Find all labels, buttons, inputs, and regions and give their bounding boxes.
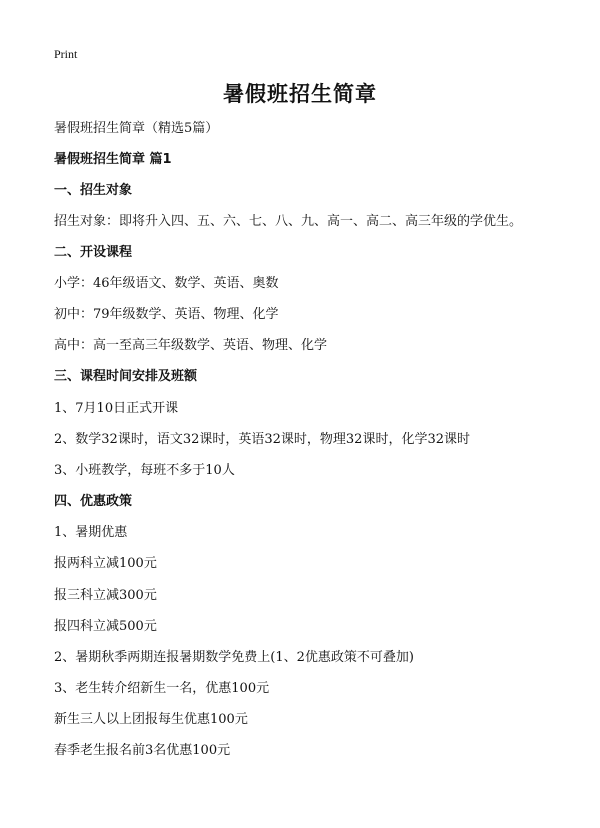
section-heading-courses: 二、开设课程: [54, 245, 133, 260]
courses-primary-school: 小学：46年级语文、数学、英语、奥数: [54, 276, 279, 291]
discount-four-subjects: 报四科立减500元: [54, 619, 157, 634]
article-title: 暑假班招生简章 篇1: [54, 152, 172, 167]
discount-item-1: 1、暑期优惠: [54, 525, 128, 540]
document-subtitle: 暑假班招生简章（精选5篇）: [54, 121, 219, 136]
section-heading-schedule: 三、课程时间安排及班额: [54, 369, 198, 384]
discount-three-subjects: 报三科立减300元: [54, 588, 157, 603]
document-title: 暑假班招生简章: [223, 82, 377, 106]
discount-item-2: 2、暑期秋季两期连报暑期数学免费上(1、2优惠政策不可叠加): [54, 650, 414, 665]
discount-two-subjects: 报两科立减100元: [54, 556, 157, 571]
enrollment-target-text: 招生对象：即将升入四、五、六、七、八、九、高一、高二、高三年级的学优生。: [54, 214, 523, 229]
discount-item-3: 3、老生转介绍新生一名，优惠100元: [54, 681, 270, 696]
section-heading-discounts: 四、优惠政策: [54, 494, 133, 509]
schedule-item-3: 3、小班教学，每班不多于10人: [54, 463, 235, 478]
schedule-item-1: 1、7月10日正式开课: [54, 401, 179, 416]
courses-junior-high: 初中：79年级数学、英语、物理、化学: [54, 307, 279, 322]
discount-spring-returning: 春季老生报名前3名优惠100元: [54, 743, 231, 758]
section-heading-enrollment-target: 一、招生对象: [54, 183, 133, 198]
schedule-item-2: 2、数学32课时，语文32课时，英语32课时，物理32课时，化学32课时: [54, 432, 470, 447]
courses-senior-high: 高中：高一至高三年级数学、英语、物理、化学: [54, 338, 328, 353]
discount-group-signup: 新生三人以上团报每生优惠100元: [54, 712, 248, 727]
print-link[interactable]: Print: [54, 47, 78, 61]
